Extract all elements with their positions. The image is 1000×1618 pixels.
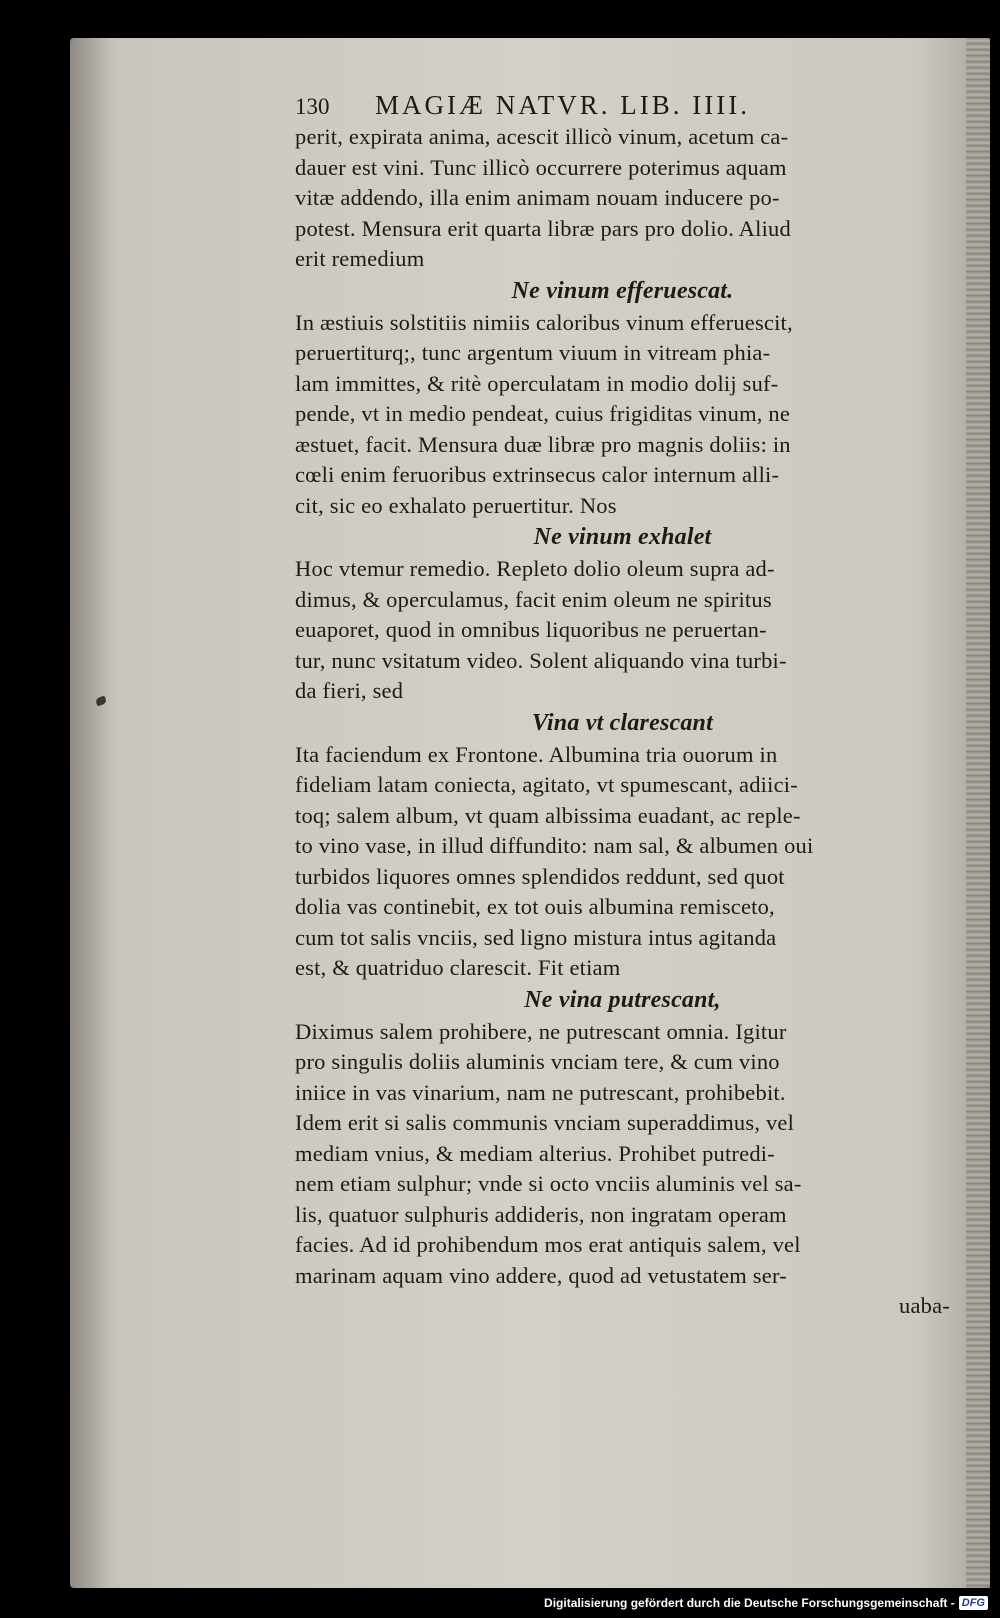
text-line: fideliam latam coniecta, agitato, vt spumescant, adiici-	[295, 772, 798, 797]
digitization-footer	[544, 1594, 988, 1612]
page-edge	[966, 38, 990, 1588]
text-line: peruertiturq;, tunc argentum viuum in vitream phia-	[295, 340, 771, 365]
text-line: cœli enim feruoribus extrinsecus calor internum alli-	[295, 462, 780, 487]
section-heading: Ne vinum efferuescat.	[511, 277, 734, 304]
text-line: potest. Mensura erit quarta libræ pars pro dolio. Aliud	[295, 215, 791, 241]
text-line: æstuet, facit. Mensura duæ libræ pro magnis doliis: in	[295, 431, 791, 457]
page-number: 130	[295, 94, 330, 119]
text-line: nem etiam sulphur; vnde si octo vnciis aluminis vel sa-	[295, 1171, 802, 1196]
text-line: turbidos liquores omnes splendidos reddunt, sed quot	[295, 863, 785, 889]
text-line: euaporet, quod in omnibus liquoribus ne peruertan-	[295, 617, 767, 642]
text-line: pende, vt in medio pendeat, cuius frigiditas vinum, ne	[295, 401, 791, 426]
catchword: uaba-	[899, 1293, 950, 1318]
text-line: In æstiuis solstitiis nimiis caloribus vinum efferuescit,	[295, 309, 793, 335]
footer-credit: Digitalisierung gefördert durch die Deutsche Forschungsgemeinschaft -	[544, 1596, 955, 1610]
text-line: Hoc vtemur remedio. Repleto dolio oleum supra ad-	[295, 556, 775, 581]
page-text-block	[295, 88, 950, 1322]
text-line: cum tot salis vnciis, sed ligno mistura intus agitanda	[295, 924, 777, 950]
text-line: mediam vnius, & mediam alterius. Prohibet putredi-	[295, 1140, 775, 1166]
text-line: perit, expirata anima, acescit illicò vinum, acetum ca-	[295, 124, 789, 149]
section-heading: Ne vinum exhalet	[533, 524, 712, 550]
text-line: toq; salem album, vt quam albissima euadant, ac reple-	[295, 802, 801, 828]
text-line: vitæ addendo, illa enim animam nouam inducere po-	[295, 185, 780, 210]
text-line: dimus, & operculamus, facit enim oleum ne spiritus	[295, 586, 772, 612]
text-line: Idem erit si salis communis vnciam superaddimus, vel	[295, 1110, 795, 1135]
text-line: cit, sic eo exhalato peruertitur. Nos	[295, 492, 617, 518]
running-header	[295, 88, 950, 122]
body-text	[295, 122, 950, 1322]
gutter-shadow	[70, 38, 110, 1588]
text-line: erit remedium	[295, 246, 425, 271]
text-line: pro singulis doliis aluminis vnciam tere, & cum vino	[295, 1049, 780, 1074]
text-line: iniice in vas vinarium, nam ne putrescant, prohibebit.	[295, 1079, 786, 1105]
text-line: tur, nunc vsitatum video. Solent aliquando vina turbi-	[295, 647, 787, 673]
text-line: dolia vas continebit, ex tot ouis albumina remisceto,	[295, 894, 775, 919]
text-line: Ita faciendum ex Frontone. Albumina tria ouorum in	[295, 741, 778, 767]
text-line: Diximus salem prohibere, ne putrescant omnia. Igitur	[295, 1018, 787, 1044]
text-line: lis, quatuor sulphuris addideris, non ingratam operam	[295, 1201, 787, 1227]
text-line: da fieri, sed	[295, 678, 404, 703]
text-line: dauer est vini. Tunc illicò occurrere poterimus aquam	[295, 154, 787, 180]
section-heading: Vina vt clarescant	[532, 709, 713, 736]
text-line: facies. Ad id prohibendum mos erat antiquis salem, vel	[295, 1232, 801, 1257]
text-line: est, & quatriduo clarescit. Fit etiam	[295, 955, 621, 980]
running-title: MAGIÆ NATVR. LIB. IIII.	[375, 90, 750, 120]
text-line: to vino vase, in illud diffundito: nam sal, & albumen oui	[295, 833, 814, 858]
text-line: marinam aquam vino addere, quod ad vetustatem ser-	[295, 1262, 787, 1288]
text-line: lam immittes, & ritè operculatam in modio dolij suf-	[295, 370, 779, 396]
dfg-logo: DFG	[959, 1596, 988, 1610]
section-heading: Ne vina putrescant,	[524, 986, 721, 1013]
